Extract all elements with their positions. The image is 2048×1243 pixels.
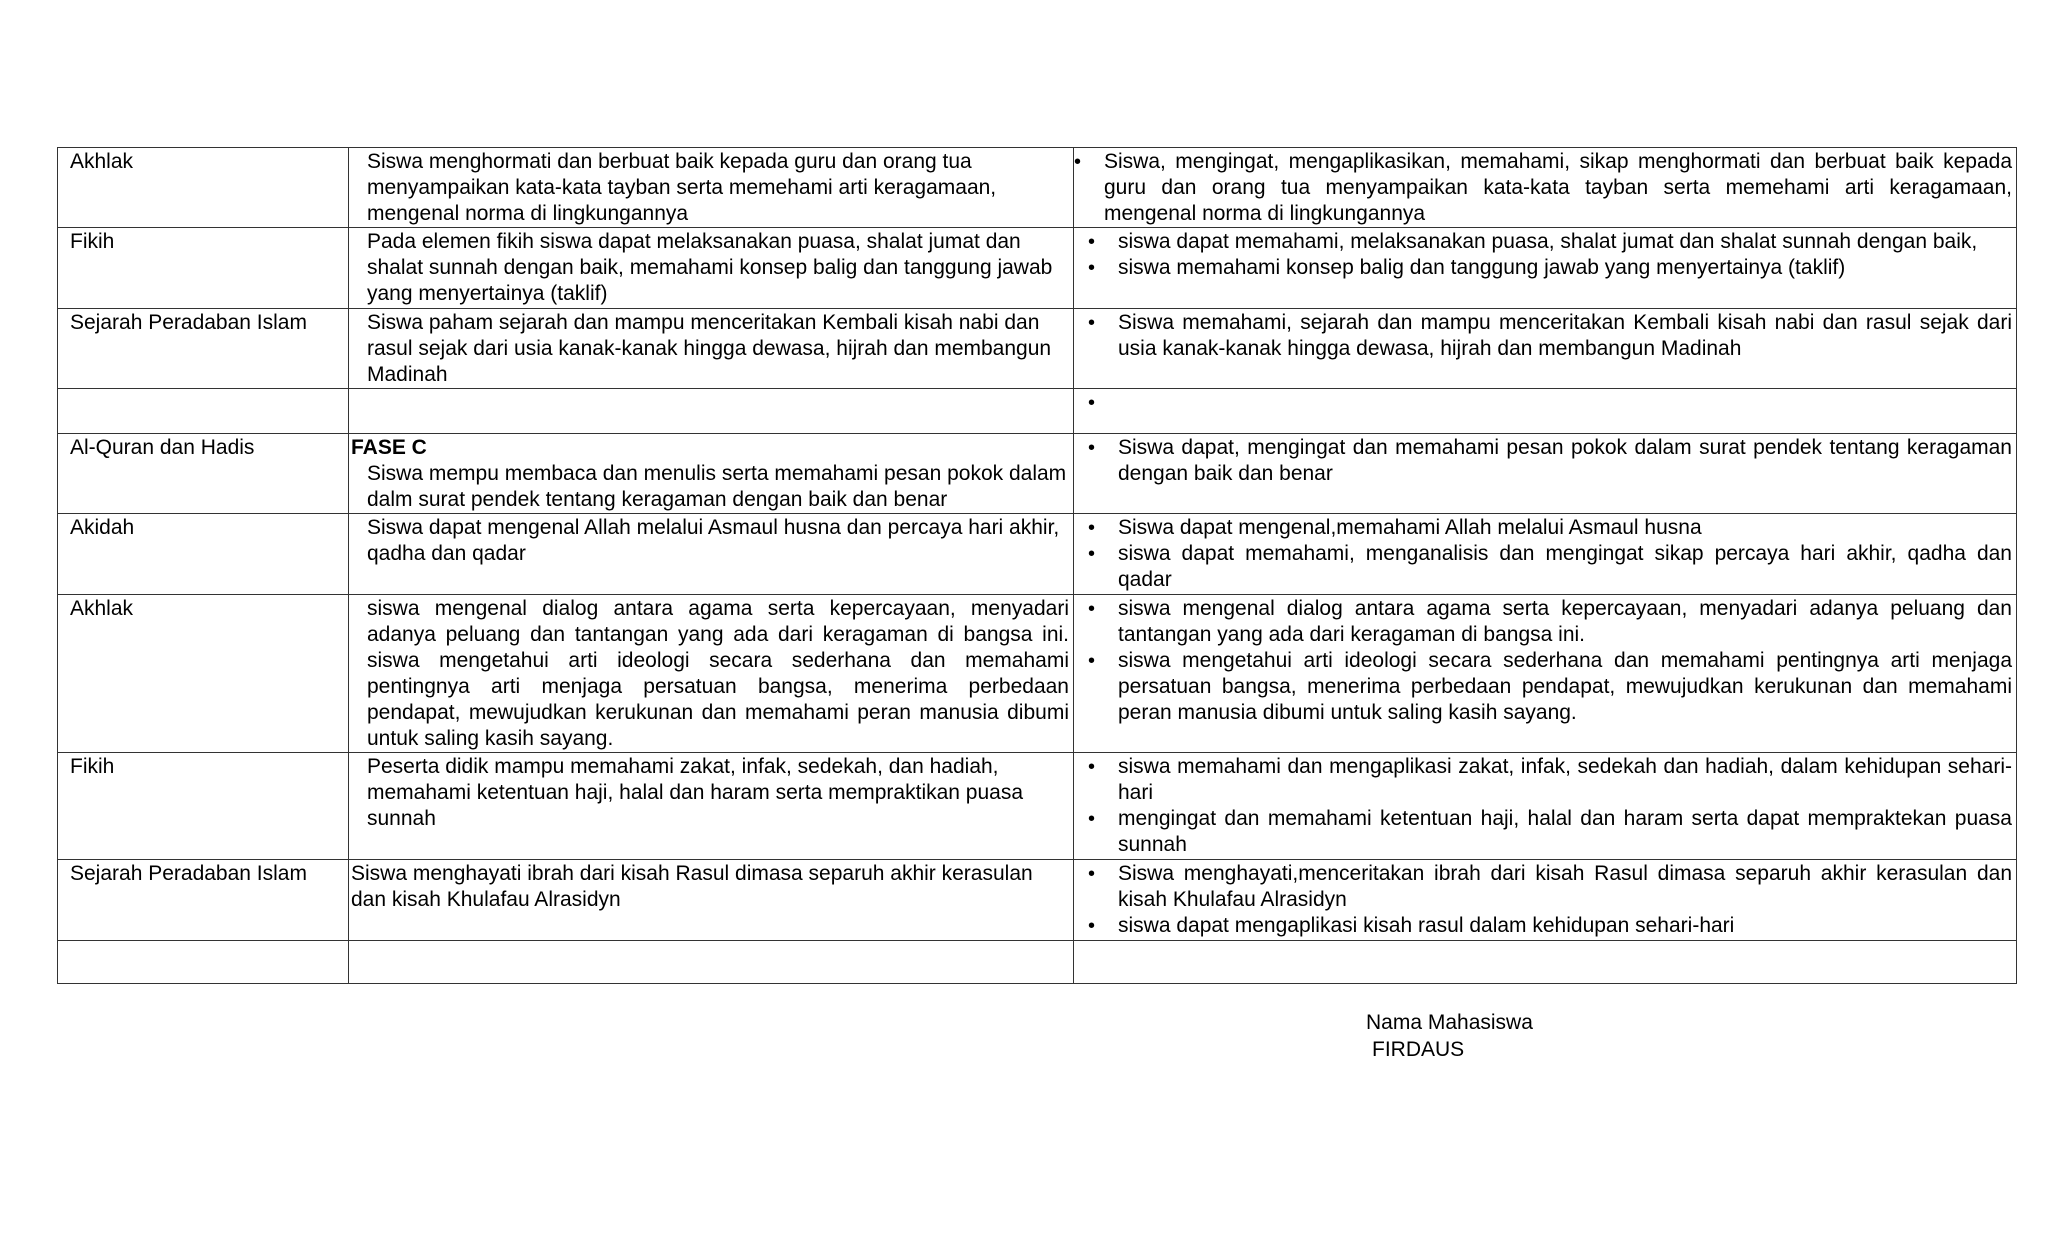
learning-outcome-cell (349, 148, 1074, 228)
learning-outcome-cell (349, 514, 1074, 595)
subject-cell (58, 148, 349, 228)
subject-label: Sejarah Peradaban Islam (70, 862, 307, 885)
learning-objective-cell (1074, 309, 2017, 389)
learning-objective-cell (1074, 595, 2017, 753)
learning-objective-cell (1074, 514, 2017, 595)
subject-label: Al-Quran dan Hadis (70, 436, 255, 459)
list-item: • siswa dapat mengaplikasi kisah rasul dalam kehidupan sehari-hari (1074, 913, 2012, 939)
subject-cell (58, 860, 349, 941)
signature-label: Nama Mahasiswa (1366, 1011, 1533, 1034)
subject-cell (58, 434, 349, 514)
subject-cell (58, 753, 349, 860)
objective-list (1074, 596, 2012, 726)
list-item: • Siswa, mengingat, mengaplikasikan, memahami, sikap menghormati dan berbuat baik kepada guru dan orang tua menyampaikan kata-kata tayban serta memehami arti keragamaan, mengenal norma di lingkungannya (1074, 149, 2012, 227)
objective-list (1074, 229, 2012, 281)
learning-outcome-text: Siswa menghayati ibrah dari kisah Rasul dimasa separuh akhir kerasulan dan kisah Khulafau Alrasidyn (351, 862, 1033, 911)
subject-label: Sejarah Peradaban Islam (70, 311, 307, 334)
learning-outcome-cell (349, 941, 1074, 984)
objective-list (1074, 515, 2012, 593)
table-row (58, 309, 2017, 389)
subject-cell (58, 228, 349, 309)
learning-outcome-cell (349, 860, 1074, 941)
list-item: • Siswa menghayati,menceritakan ibrah dari kisah Rasul dimasa separuh akhir kerasulan dan kisah Khulafau Alrasidyn (1074, 861, 2012, 913)
subject-cell (58, 595, 349, 753)
learning-outcome-cell (349, 753, 1074, 860)
list-item: • siswa memahami konsep balig dan tanggung jawab yang menyertainya (taklif) (1074, 255, 2012, 281)
learning-objective-cell (1074, 148, 2017, 228)
table-row (58, 860, 2017, 941)
objective-list (1074, 310, 2012, 362)
learning-outcome-text: Siswa menghormati dan berbuat baik kepada guru dan orang tua menyampaikan kata-kata tayban serta memehami arti keragamaan, mengenal norma di lingkungannya (367, 150, 997, 225)
list-item: • Siswa dapat mengenal,memahami Allah melalui Asmaul husna (1074, 515, 2012, 541)
table-row (58, 753, 2017, 860)
learning-outcome-text: Peserta didik mampu memahami zakat, infak, sedekah, dan hadiah, memahami ketentuan haji, halal dan haram serta mempraktikan puasa sunnah (367, 755, 1024, 830)
list-item: • siswa mengenal dialog antara agama serta kepercayaan, menyadari adanya peluang dan tantangan yang ada dari keragaman di bangsa ini. (1074, 596, 2012, 648)
objective-list (1074, 149, 2012, 227)
learning-outcome-text: Pada elemen fikih siswa dapat melaksanakan puasa, shalat jumat dan shalat sunnah dengan baik, memahami konsep balig dan tanggung jawab yang menyertainya (taklif) (367, 230, 1053, 305)
table-row (58, 941, 2017, 984)
student-name: FIRDAUS (1372, 1038, 1465, 1061)
table-row (58, 595, 2017, 753)
subject-label: Akhlak (70, 150, 134, 173)
learning-outcome-cell (349, 228, 1074, 309)
table-row (58, 434, 2017, 514)
learning-objective-cell (1074, 228, 2017, 309)
objective-list (1074, 754, 2012, 858)
learning-outcome-cell (349, 434, 1074, 514)
subject-label: Fikih (70, 755, 115, 778)
learning-objective-cell (1074, 753, 2017, 860)
table-row (58, 514, 2017, 595)
learning-objective-cell (1074, 860, 2017, 941)
list-item: • siswa dapat memahami, menganalisis dan mengingat sikap percaya hari akhir, qadha dan qadar (1074, 541, 2012, 593)
learning-outcome-cell (349, 309, 1074, 389)
learning-outcome-text: Siswa mempu membaca dan menulis serta memahami pesan pokok dalam dalm surat pendek tentang keragaman dengan baik dan benar (367, 462, 1067, 511)
objective-list (1074, 861, 2012, 939)
subject-label: Akidah (70, 516, 135, 539)
learning-objective-cell (1074, 389, 2017, 434)
subject-cell (58, 389, 349, 434)
learning-outcome-text: siswa mengenal dialog antara agama serta kepercayaan, menyadari adanya peluang dan tantangan yang ada dari keragaman di bangsa ini. siswa mengetahui arti ideologi secara sederhana dan memahami pentingnya arti menjaga persatuan bangsa, menerima perbedaan pendapat, mewujudkan kerukunan dan memahami peran manusia dibumi untuk saling kasih sayang. (367, 597, 1069, 750)
subject-cell (58, 309, 349, 389)
learning-outcome-cell (349, 595, 1074, 753)
list-item: • siswa mengetahui arti ideologi secara sederhana dan memahami pentingnya arti menjaga persatuan bangsa, menerima perbedaan pendapat, mewujudkan kerukunan dan memahami peran manusia dibumi untuk saling kasih sayang. (1074, 648, 2012, 726)
list-item: • Siswa memahami, sejarah dan mampu menceritakan Kembali kisah nabi dan rasul sejak dari usia kanak-kanak hingga dewasa, hijrah dan membangun Madinah (1074, 310, 2012, 362)
learning-objective-cell (1074, 434, 2017, 514)
list-item: • siswa dapat memahami, melaksanakan puasa, shalat jumat dan shalat sunnah dengan baik, (1074, 229, 2012, 255)
list-item: • siswa memahami dan mengaplikasi zakat, infak, sedekah dan hadiah, dalam kehidupan sehari-hari (1074, 754, 2012, 806)
learning-outcome-text: Siswa dapat mengenal Allah melalui Asmaul husna dan percaya hari akhir, qadha dan qadar (367, 516, 1060, 565)
signature-block (1366, 1009, 1533, 1063)
learning-objective-cell (1074, 941, 2017, 984)
objective-list (1074, 435, 2012, 487)
table-row (58, 228, 2017, 309)
subject-cell (58, 514, 349, 595)
table-row (58, 148, 2017, 228)
learning-outcome-text: Siswa paham sejarah dan mampu menceritakan Kembali kisah nabi dan rasul sejak dari usia kanak-kanak hingga dewasa, hijrah dan membangun Madinah (367, 311, 1052, 386)
curriculum-table (57, 147, 2017, 984)
subject-label: Fikih (70, 230, 115, 253)
table-row (58, 389, 2017, 434)
phase-heading: FASE C (351, 436, 427, 459)
list-item: • Siswa dapat, mengingat dan memahami pesan pokok dalam surat pendek tentang keragaman dengan baik dan benar (1074, 435, 2012, 487)
list-item: • mengingat dan memahami ketentuan haji, halal dan haram serta dapat mempraktekan puasa sunnah (1074, 806, 2012, 858)
subject-cell (58, 941, 349, 984)
learning-outcome-cell (349, 389, 1074, 434)
subject-label: Akhlak (70, 597, 134, 620)
